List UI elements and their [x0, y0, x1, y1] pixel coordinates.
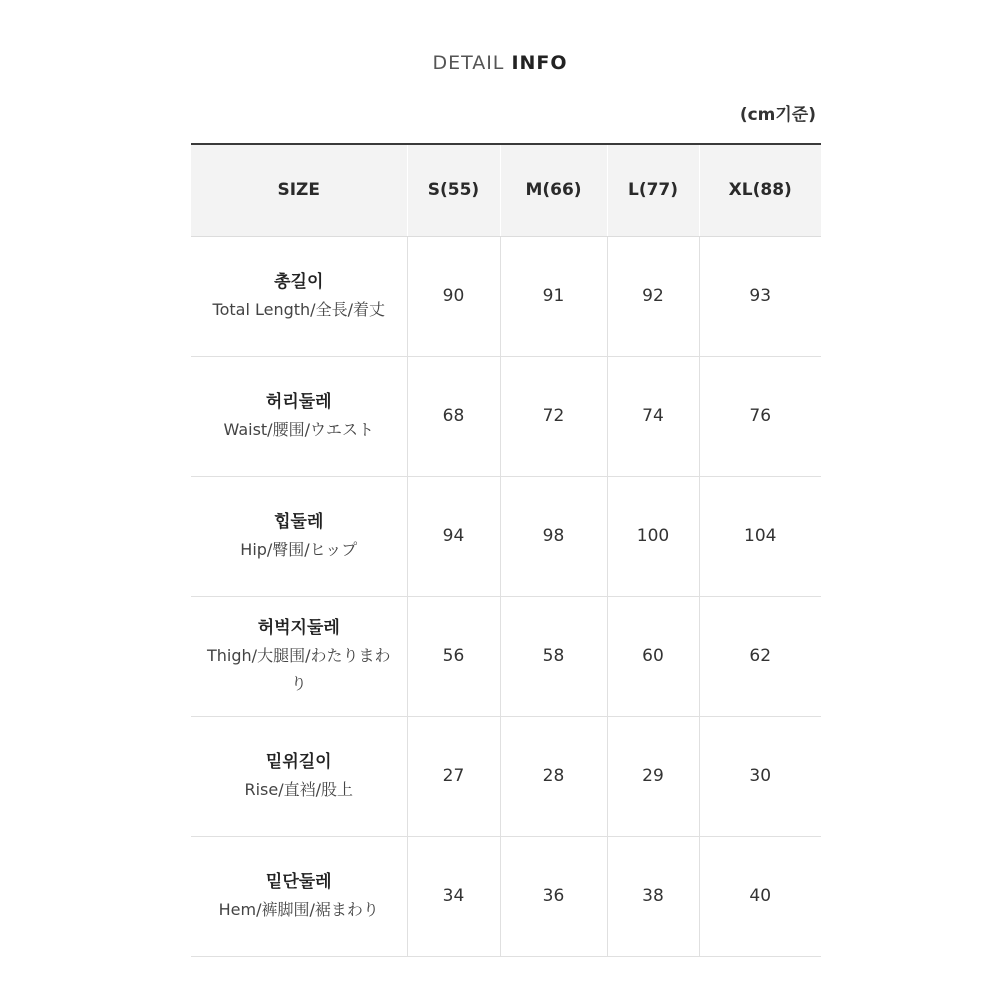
row-label — [191, 836, 407, 956]
measurement-cell: 74 — [607, 356, 699, 476]
measurement-cell: 93 — [699, 236, 821, 356]
row-label — [191, 356, 407, 476]
table-row — [191, 356, 821, 476]
column-header: L(77) — [607, 144, 699, 236]
table-row — [191, 236, 821, 356]
row-label — [191, 476, 407, 596]
measurement-cell: 68 — [407, 356, 500, 476]
table-row — [191, 836, 821, 956]
unit-note: (cm기준) — [739, 105, 816, 125]
table-row — [191, 596, 821, 716]
row-label-multilingual: Hem/裤脚围/裾まわり — [218, 900, 379, 919]
table-body — [191, 236, 821, 956]
measurement-cell: 56 — [407, 596, 500, 716]
row-label — [191, 716, 407, 836]
measurement-cell: 100 — [607, 476, 699, 596]
row-label — [191, 236, 407, 356]
header-row — [191, 144, 821, 236]
measurement-cell: 34 — [407, 836, 500, 956]
measurement-cell: 90 — [407, 236, 500, 356]
row-label-multilingual: Hip/臀围/ヒップ — [240, 540, 358, 559]
column-header: XL(88) — [699, 144, 821, 236]
row-label-korean: 허리둘레 — [265, 392, 332, 412]
measurement-cell: 92 — [607, 236, 699, 356]
measurement-cell: 40 — [699, 836, 821, 956]
row-label-multilingual: Total Length/全長/着丈 — [212, 300, 385, 319]
row-label — [191, 596, 407, 716]
page-title-light: DETAIL — [432, 52, 512, 74]
measurement-cell: 58 — [500, 596, 607, 716]
row-label-multilingual: Rise/直裆/股上 — [244, 780, 354, 799]
measurement-cell: 91 — [500, 236, 607, 356]
measurement-cell: 38 — [607, 836, 699, 956]
row-label-korean: 허벅지둘레 — [257, 618, 340, 638]
row-label-korean: 밑단둘레 — [265, 872, 332, 892]
table-row — [191, 716, 821, 836]
measurement-cell: 104 — [699, 476, 821, 596]
measurement-cell: 76 — [699, 356, 821, 476]
measurement-cell: 27 — [407, 716, 500, 836]
measurement-cell: 98 — [500, 476, 607, 596]
measurement-cell: 72 — [500, 356, 607, 476]
measurement-cell: 60 — [607, 596, 699, 716]
measurement-cell: 30 — [699, 716, 821, 836]
page-title-bold: INFO — [511, 52, 568, 74]
measurement-cell: 28 — [500, 716, 607, 836]
column-header: S(55) — [407, 144, 500, 236]
column-header: M(66) — [500, 144, 607, 236]
measurement-cell: 94 — [407, 476, 500, 596]
size-table — [191, 143, 821, 957]
row-label-korean: 힙둘레 — [274, 512, 324, 532]
measurement-cell: 36 — [500, 836, 607, 956]
measurement-cell: 62 — [699, 596, 821, 716]
row-label-multilingual: Thigh/大腿围/わたりまわり — [207, 646, 391, 693]
table-row — [191, 476, 821, 596]
measurement-cell: 29 — [607, 716, 699, 836]
row-label-multilingual: Waist/腰围/ウエスト — [223, 420, 374, 439]
row-label-korean: 총길이 — [274, 272, 324, 292]
row-label-korean: 밑위길이 — [265, 752, 332, 772]
column-header: SIZE — [191, 144, 407, 236]
page-title — [0, 52, 1000, 74]
